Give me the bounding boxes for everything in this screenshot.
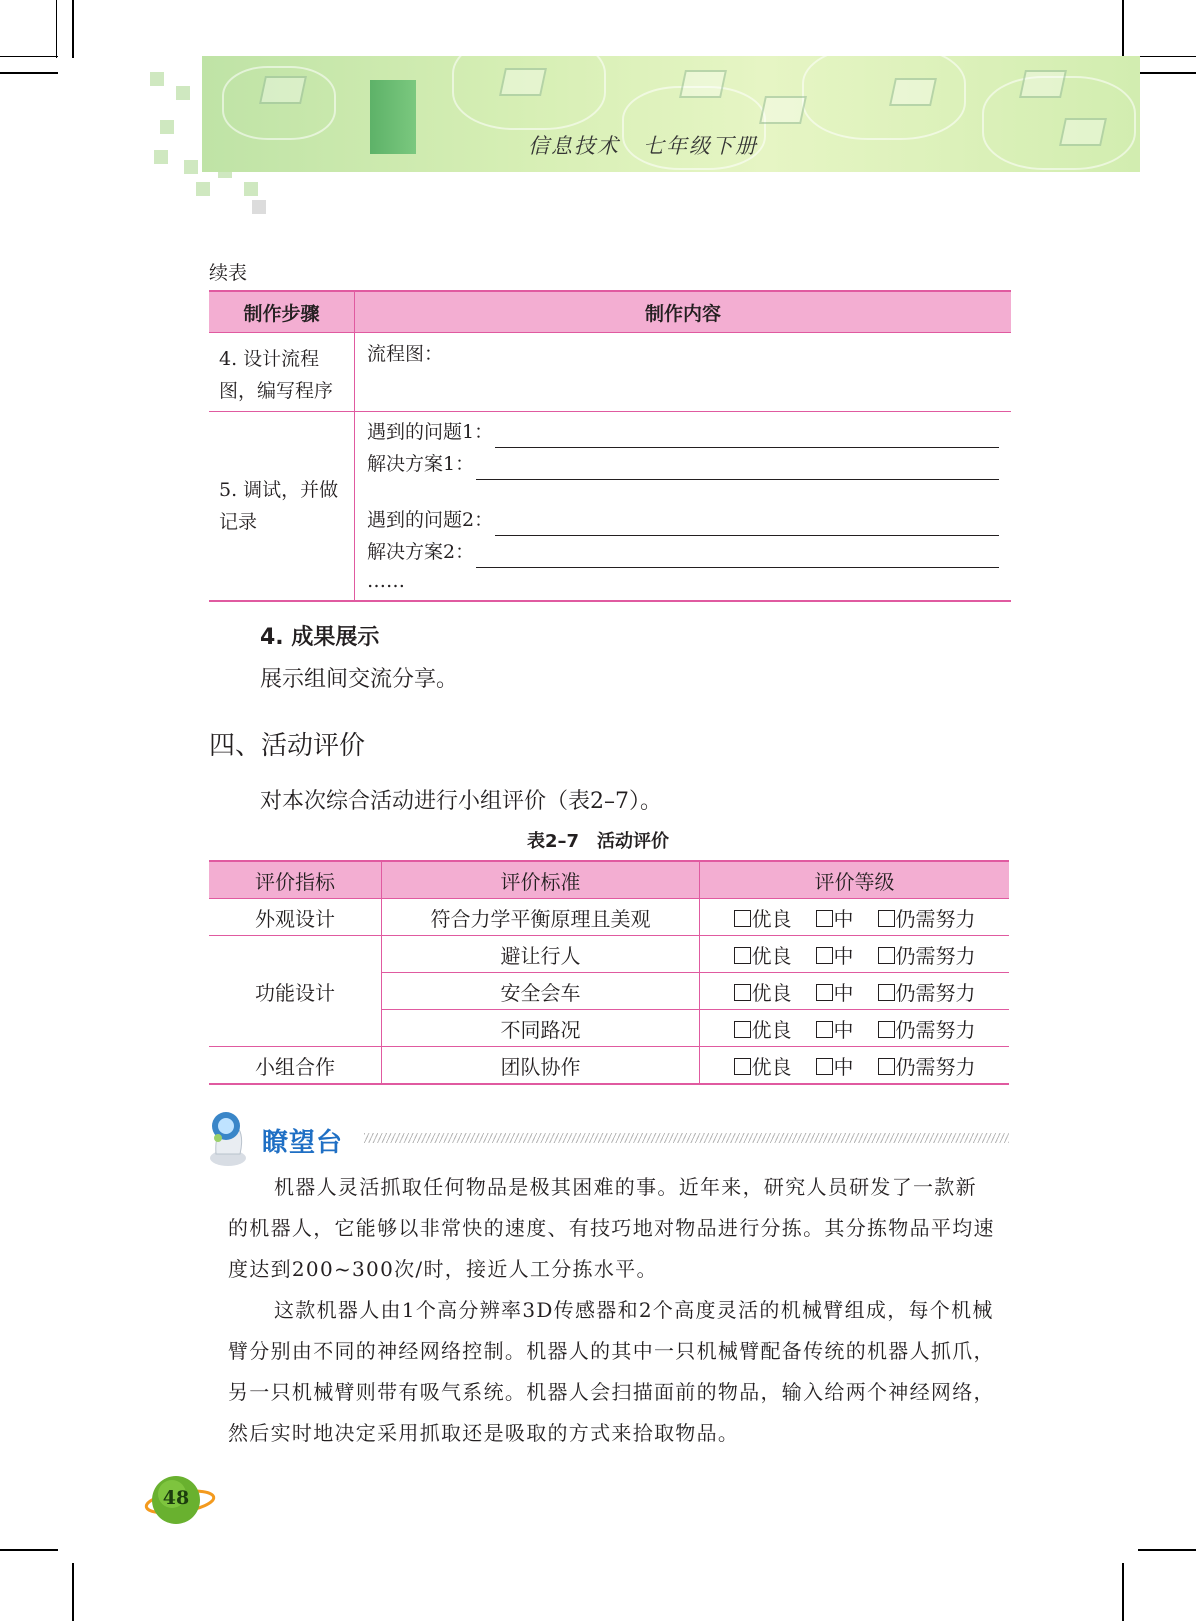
page-number: 48 — [162, 1487, 190, 1509]
step-cell — [209, 412, 355, 602]
table-caption: 表2–7 活动评价 — [526, 831, 670, 852]
step-cell — [209, 333, 355, 412]
solution-2-label: 解决方案2： — [367, 541, 475, 563]
indicator-cell: 外观设计 — [209, 899, 382, 936]
laptop-icon — [679, 70, 727, 98]
crop-mark — [1138, 72, 1196, 74]
solution-2-row — [367, 536, 999, 568]
step-text: 4. 设计流程图，编写程序 — [219, 348, 334, 402]
activity-evaluation-table — [209, 860, 1009, 1085]
grade-label: 优良 — [751, 1054, 792, 1079]
grade-label: 中 — [833, 1017, 854, 1042]
decor-square — [160, 120, 174, 134]
header-banner — [202, 56, 1140, 172]
indicator-cell: 功能设计 — [209, 936, 382, 1047]
decor-square — [184, 160, 198, 174]
checkbox[interactable] — [734, 1058, 751, 1075]
checkbox[interactable] — [816, 947, 833, 964]
crop-mark — [0, 72, 58, 74]
checkbox[interactable] — [734, 910, 751, 927]
grade-label: 优良 — [751, 1017, 792, 1042]
laptop-icon — [889, 78, 937, 106]
lookout-divider — [364, 1133, 1009, 1143]
grade-cell — [700, 936, 1010, 973]
answer-line — [495, 425, 999, 448]
ellipsis: …… — [367, 570, 405, 592]
checkbox[interactable] — [878, 984, 895, 1001]
crop-mark — [1138, 56, 1196, 57]
crop-mark — [56, 0, 57, 58]
solution-1-label: 解决方案1： — [367, 453, 475, 475]
criteria-cell: 安全会车 — [382, 973, 700, 1010]
decor-square — [154, 150, 168, 164]
problem-2-label: 遇到的问题2： — [367, 509, 494, 531]
continued-label: 续表 — [209, 262, 248, 284]
column-header: 评价等级 — [700, 861, 1010, 899]
table-row — [209, 936, 1009, 973]
grade-label: 中 — [833, 943, 854, 968]
laptop-icon — [1059, 118, 1107, 146]
criteria-cell: 团队协作 — [382, 1047, 700, 1085]
lookout-paragraph — [228, 1290, 998, 1454]
checkbox[interactable] — [878, 1058, 895, 1075]
crop-mark — [1122, 0, 1124, 58]
evaluation-heading: 四、活动评价 — [209, 731, 366, 761]
answer-line — [495, 513, 999, 536]
crop-mark — [72, 0, 74, 58]
lookout-title: 瞭望台 — [262, 1128, 344, 1158]
table-row — [209, 1047, 1009, 1085]
robot-mascot-icon — [206, 1108, 250, 1168]
flowchart-label: 流程图： — [367, 343, 444, 365]
table-row — [209, 333, 1011, 412]
section-heading: 4. 成果展示 — [260, 625, 380, 650]
evaluation-intro: 对本次综合活动进行小组评价（表2–7）。 — [260, 789, 662, 814]
crop-mark — [72, 1563, 74, 1621]
indicator-cell: 小组合作 — [209, 1047, 382, 1085]
table-row — [209, 899, 1009, 936]
solution-1-row — [367, 448, 999, 480]
production-steps-table — [209, 290, 1011, 602]
grade-label: 中 — [833, 906, 854, 931]
crop-mark — [0, 1549, 58, 1551]
answer-line — [476, 545, 999, 568]
criteria-cell: 符合力学平衡原理且美观 — [382, 899, 700, 936]
checkbox[interactable] — [878, 1021, 895, 1038]
step-text: 5. 调试，并做记录 — [219, 479, 339, 533]
problem-1-row — [367, 416, 999, 448]
content-cell — [355, 333, 1012, 412]
decor-square — [196, 182, 210, 196]
grade-label: 优良 — [751, 906, 792, 931]
paragraph-text: 这款机器人由1个高分辨率3D传感器和2个高度灵活的机械臂组成，每个机械臂分别由不同的神经网络控制。机器人的其中一只机械臂配备传统的机器人抓爪，另一只机械臂则带有吸气系统。机器人会扫描面前的物品，输入给两个神经网络，然后实时地决定采用抓取还是吸取的方式来拾取物品。 — [228, 1298, 995, 1445]
checkbox[interactable] — [734, 1021, 751, 1038]
grade-label: 中 — [833, 1054, 854, 1079]
grade-label: 仍需努力 — [895, 906, 976, 931]
column-header: 评价指标 — [209, 861, 382, 899]
checkbox[interactable] — [816, 1058, 833, 1075]
checkbox[interactable] — [816, 1021, 833, 1038]
laptop-icon — [759, 96, 807, 124]
content-cell — [355, 412, 1012, 602]
checkbox[interactable] — [816, 984, 833, 1001]
answer-line — [476, 457, 999, 480]
checkbox[interactable] — [878, 947, 895, 964]
checkbox[interactable] — [734, 947, 751, 964]
grade-label: 优良 — [751, 943, 792, 968]
grade-cell — [700, 1047, 1010, 1085]
grade-cell — [700, 1010, 1010, 1047]
problem-2-row — [367, 504, 999, 536]
header-title: 信息技术 七年级下册 — [528, 134, 758, 158]
criteria-cell: 不同路况 — [382, 1010, 700, 1047]
lookout-paragraph — [228, 1167, 998, 1290]
grade-label: 仍需努力 — [895, 1054, 976, 1079]
grade-label: 仍需努力 — [895, 980, 976, 1005]
column-header: 制作内容 — [355, 291, 1012, 333]
decor-square — [176, 86, 190, 100]
problem-1-label: 遇到的问题1： — [367, 421, 494, 443]
decor-square — [244, 182, 258, 196]
grade-cell — [700, 899, 1010, 936]
column-header: 制作步骤 — [209, 291, 355, 333]
grade-label: 优良 — [751, 980, 792, 1005]
table-row — [209, 412, 1011, 602]
column-header: 评价标准 — [382, 861, 700, 899]
decor-square — [252, 200, 266, 214]
decor-square — [150, 72, 164, 86]
decor-hexagon — [802, 56, 966, 140]
section-text: 展示组间交流分享。 — [260, 667, 459, 692]
laptop-icon — [259, 76, 307, 104]
criteria-cell: 避让行人 — [382, 936, 700, 973]
grade-label: 仍需努力 — [895, 1017, 976, 1042]
crop-mark — [1122, 1563, 1124, 1621]
checkbox[interactable] — [734, 984, 751, 1001]
table-header-row — [209, 291, 1011, 333]
laptop-icon — [1019, 70, 1067, 98]
grade-label: 仍需努力 — [895, 943, 976, 968]
checkbox[interactable] — [878, 910, 895, 927]
server-graphic — [370, 80, 416, 154]
laptop-icon — [499, 68, 547, 96]
checkbox[interactable] — [816, 910, 833, 927]
grade-label: 中 — [833, 980, 854, 1005]
grade-cell — [700, 973, 1010, 1010]
paragraph-text: 机器人灵活抓取任何物品是极其困难的事。近年来，研究人员研发了一款新的机器人，它能够以非常快的速度、有技巧地对物品进行分拣。其分拣物品平均速度达到200~300次/时，接近人工分拣水平。 — [228, 1175, 995, 1281]
crop-mark — [1138, 1549, 1196, 1551]
table-header-row — [209, 861, 1009, 899]
crop-mark — [0, 56, 58, 57]
